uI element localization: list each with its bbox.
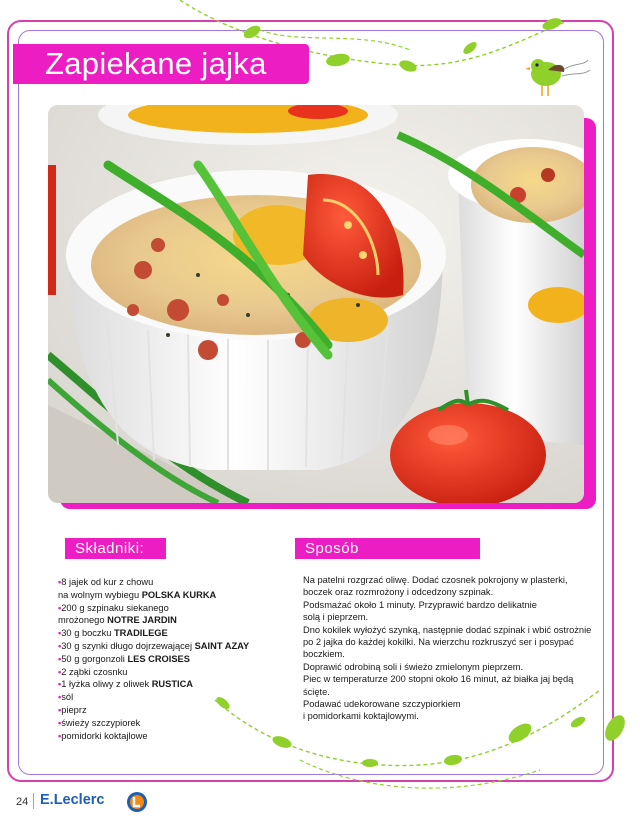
recipe-photo [48,105,584,503]
preparation-line: Podawać udekorowane szczypiorkiem [303,699,461,710]
ingredient-text: mrożonego [58,615,108,626]
preparation-line: Na patelni rozgrzać oliwę. Dodać czosnek pokrojony w plasterki, [303,575,568,585]
bullet-icon: • [58,628,62,639]
ingredient-item [58,576,288,589]
preparation-line: boczek oraz rozmrożony i odcedzony szpinak. [303,587,494,598]
ingredient-item [58,640,288,653]
ingredient-item [58,704,288,717]
bullet-icon: • [58,577,62,587]
ingredient-item [58,614,288,627]
ingredient-item [58,717,288,730]
ingredient-text: świeży szczypiorek [61,717,141,728]
preparation-label: Sposób przygotowania: [295,538,480,559]
ingredient-item [58,602,288,615]
ingredient-brand: TRADILEGE [113,628,168,639]
ingredient-text: 8 jajek od kur z chowu [61,577,154,587]
brand-logo-text: E.Leclerc [40,792,105,808]
preparation-line: i pomidorkami koktajlowymi. [303,711,419,722]
ingredient-brand: NOTRE JARDIN [107,615,177,626]
bullet-icon: • [58,653,62,664]
bullet-icon: • [58,730,62,741]
ingredient-text: pomidorki koktajlowe [61,730,148,741]
ingredient-text: sól [61,692,74,703]
bullet-icon: • [58,640,62,651]
ingredient-item [58,678,288,691]
bullet-icon: • [58,666,62,677]
ingredient-item [58,589,288,602]
ingredient-item [58,666,288,679]
brand-logo-icon [126,791,148,813]
preparation-text [303,574,603,723]
ingredient-item [58,730,288,743]
ingredient-text: 30 g szynki długo dojrzewającej [61,640,195,651]
preparation-line: Doprawić odrobiną soli i świeżo zmielonym pieprzem. [303,661,524,672]
ingredients-label: Składniki: [65,538,166,559]
ingredient-brand: LES CROISES [127,653,190,664]
preparation-line: Podsmażać około 1 minuty. Przyprawić bardzo delikatnie [303,599,537,610]
preparation-line: solą i pieprzem. [303,612,369,623]
preparation-line: ścięte. [303,686,330,697]
preparation-line: po 2 jajka do każdej kokilki. Na wierzchu rozkruszyć ser i posypać [303,637,574,648]
bullet-icon: • [58,602,62,613]
ingredient-text: 1 łyżka oliwy z oliwek [61,679,152,690]
ingredient-item [58,653,288,666]
baked-eggs-illustration [48,105,584,503]
ingredients-list [58,576,288,742]
ingredient-text: 2 ząbki czosnku [61,666,128,677]
ingredient-brand: RUSTICA [151,679,194,690]
preparation-line: Piec w temperaturze 200 stopni około 16 minut, aż białka jaj będą [303,674,574,685]
bullet-icon: • [58,692,62,703]
ingredient-brand: SAINT AZAY [194,640,250,651]
footer-divider [33,793,34,809]
ingredient-item [58,691,288,704]
bullet-icon: • [58,704,62,715]
bullet-icon: • [58,679,62,690]
ingredient-item [58,627,288,640]
recipe-title: Zapiekane jajka [45,46,267,81]
bird-icon [522,52,592,100]
preparation-line: boczkiem. [303,649,345,660]
bullet-icon: • [58,717,62,728]
ingredient-brand: POLSKA KURKA [141,589,217,600]
page-number: 24 [16,796,29,808]
ingredient-text: 30 g boczku [61,628,114,639]
preparation-line: Dno kokilek wyłożyć szynką, następnie dodać szpinak i wbić ostrożnie [303,624,592,635]
ingredient-text: 200 g szpinaku siekanego [61,602,169,613]
ingredient-text: 50 g gorgonzoli [61,653,128,664]
ingredient-text: pieprz [61,704,87,715]
ingredient-text: na wolnym wybiegu [58,589,142,600]
